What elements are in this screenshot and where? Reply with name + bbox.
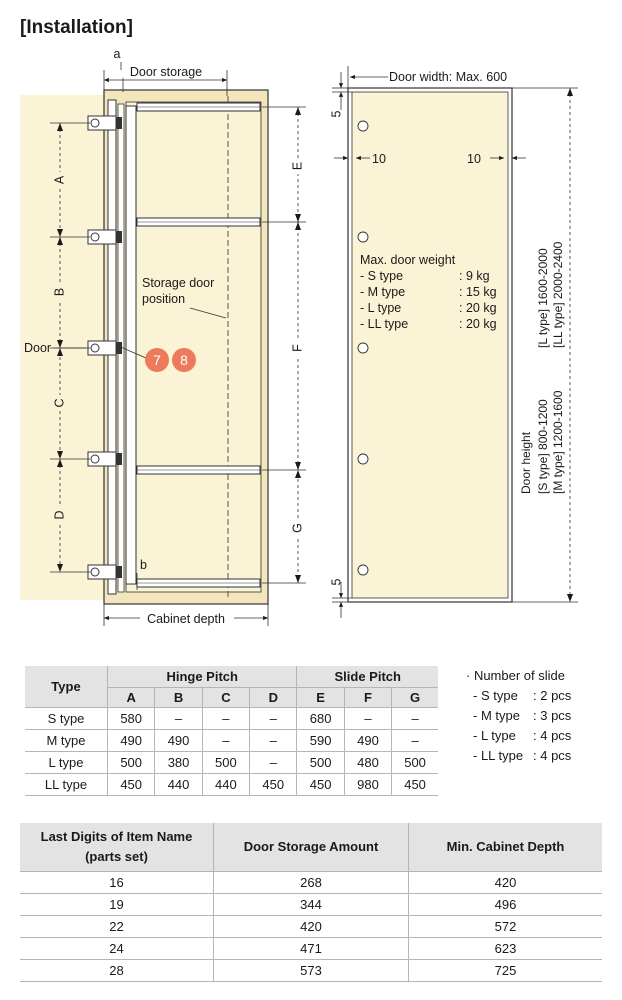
table-cell: – xyxy=(344,708,391,730)
table-cell: 440 xyxy=(155,774,202,796)
hinge-hole-1 xyxy=(358,121,368,131)
table-cell: – xyxy=(392,730,438,752)
col-d-header: D xyxy=(250,688,297,708)
item-digits-header xyxy=(20,823,214,872)
table-cell: – xyxy=(202,708,249,730)
weight-value-l: : 20 kg xyxy=(459,301,497,315)
table-row xyxy=(20,916,602,938)
table-cell: 500 xyxy=(297,752,344,774)
weight-value-ll: : 20 kg xyxy=(459,317,497,331)
cabinet-side-view xyxy=(20,47,306,626)
slide-note-item xyxy=(473,686,571,706)
slide-label-g: G xyxy=(290,523,305,533)
table-cell: 450 xyxy=(297,774,344,796)
col-c-header: C xyxy=(202,688,249,708)
weight-type-m: - M type xyxy=(360,285,406,299)
dim-5-bottom: 5 xyxy=(329,578,344,586)
weight-value-s: : 9 kg xyxy=(459,269,490,283)
door-front-panel xyxy=(352,92,508,598)
table-row xyxy=(20,872,602,894)
slide-upper xyxy=(137,218,260,226)
weight-type-l: - L type xyxy=(360,301,402,315)
table-cell: 450 xyxy=(392,774,438,796)
table-cell: 623 xyxy=(409,938,603,960)
slide-top xyxy=(137,103,260,111)
weight-title: Max. door weight xyxy=(360,253,456,267)
table-cell: 572 xyxy=(409,916,603,938)
table-cell: 344 xyxy=(214,894,409,916)
table-cell: 28 xyxy=(20,960,214,982)
door-front-view xyxy=(329,66,578,618)
table-row xyxy=(20,960,602,982)
dim-10-right: 10 xyxy=(467,152,481,166)
table-cell: 471 xyxy=(214,938,409,960)
slide-note-value: : 2 pcs xyxy=(533,688,572,703)
table-cell: 500 xyxy=(392,752,438,774)
pitch-label-b: B xyxy=(52,287,67,297)
height-lower-line3: [M type] 1200-1600 xyxy=(551,390,565,494)
pitch-label-a: A xyxy=(52,175,67,185)
height-lower-line2: [S type] 800-1200 xyxy=(536,399,550,494)
item-digits-header-line2: (parts set) xyxy=(85,849,148,864)
row-type: LL type xyxy=(25,774,108,796)
pitch-table xyxy=(25,666,438,796)
hinge-2 xyxy=(88,230,122,244)
table-cell: 450 xyxy=(108,774,155,796)
row-type: S type xyxy=(25,708,108,730)
hinge-hole-4 xyxy=(358,454,368,464)
table-cell: – xyxy=(392,708,438,730)
table-cell: – xyxy=(250,752,297,774)
section-title: [Installation] xyxy=(20,17,133,38)
table-row xyxy=(20,938,602,960)
table-cell: 680 xyxy=(297,708,344,730)
slide-note-item xyxy=(473,706,571,726)
pitch-label-d: D xyxy=(52,510,67,520)
hinge-pitch-header: Hinge Pitch xyxy=(108,666,297,688)
door-label: Door xyxy=(24,341,52,355)
height-upper-line2: [LL type] 2000-2400 xyxy=(551,241,565,348)
table-row xyxy=(25,730,438,752)
slide-mount-bar xyxy=(126,106,136,584)
slide-note-type: - S type xyxy=(473,688,518,703)
hinge-hole-5 xyxy=(358,565,368,575)
weight-value-m: : 15 kg xyxy=(459,285,497,299)
dim-5-top: 5 xyxy=(329,110,344,118)
col-a-header: A xyxy=(108,688,155,708)
table-cell: 22 xyxy=(20,916,214,938)
col-b-header: B xyxy=(155,688,202,708)
table-cell: 380 xyxy=(155,752,202,774)
table-cell: 440 xyxy=(202,774,249,796)
cabinet-depth-label: Cabinet depth xyxy=(147,612,225,626)
hinge-hole-2 xyxy=(358,232,368,242)
cabinet-depth-table xyxy=(20,823,602,982)
door-storage-label: Door storage xyxy=(129,65,203,79)
slide-note-value: : 4 pcs xyxy=(533,728,572,743)
col-g-header: G xyxy=(392,688,438,708)
storage-door-position-label-1: Storage door xyxy=(142,276,215,290)
table-cell: 19 xyxy=(20,894,214,916)
door-width-label: Door width: Max. 600 xyxy=(389,70,508,84)
min-cabinet-depth-header: Min. Cabinet Depth xyxy=(409,823,603,872)
slide-lower xyxy=(137,466,260,474)
slide-note-type: - LL type xyxy=(473,748,524,763)
table-cell: 24 xyxy=(20,938,214,960)
table-cell: 580 xyxy=(108,708,155,730)
hinge-4 xyxy=(88,452,122,466)
slide-count-notes xyxy=(466,666,571,766)
item-digits-header-line1: Last Digits of Item Name xyxy=(40,829,193,844)
table-cell: 490 xyxy=(155,730,202,752)
slide-notes-heading: · Number of slide xyxy=(466,668,565,683)
hinge-hole-3 xyxy=(358,343,368,353)
table-cell: 490 xyxy=(344,730,391,752)
table-cell: – xyxy=(250,708,297,730)
table-cell: 450 xyxy=(250,774,297,796)
table-cell: 490 xyxy=(108,730,155,752)
slide-note-value: : 3 pcs xyxy=(533,708,572,723)
table-row xyxy=(25,774,438,796)
hinge-5 xyxy=(88,565,122,579)
table-cell: 500 xyxy=(202,752,249,774)
slide-note-value: : 4 pcs xyxy=(533,748,572,763)
slide-note-item xyxy=(473,746,571,766)
door-storage-amount-header: Door Storage Amount xyxy=(214,823,409,872)
row-type: M type xyxy=(25,730,108,752)
dim-10-left: 10 xyxy=(372,152,386,166)
label-a: a xyxy=(113,47,121,61)
slide-label-f: F xyxy=(290,344,305,352)
slide-note-item xyxy=(473,726,571,746)
table-cell: 480 xyxy=(344,752,391,774)
slide-label-e: E xyxy=(290,161,305,171)
height-upper-line1: [L type] 1600-2000 xyxy=(536,248,550,348)
table-cell: 590 xyxy=(297,730,344,752)
pitch-label-c: C xyxy=(52,398,67,408)
col-f-header: F xyxy=(344,688,391,708)
type-header: Type xyxy=(25,666,108,708)
hinge-1 xyxy=(88,116,122,130)
table-cell: – xyxy=(250,730,297,752)
cabinet-interior xyxy=(126,102,261,592)
badge-7-label: 7 xyxy=(153,352,161,368)
table-cell: 268 xyxy=(214,872,409,894)
table-cell: 496 xyxy=(409,894,603,916)
row-type: L type xyxy=(25,752,108,774)
table-cell: 980 xyxy=(344,774,391,796)
table-cell: 420 xyxy=(409,872,603,894)
hinge-3 xyxy=(88,341,122,355)
table-row xyxy=(25,752,438,774)
table-row xyxy=(20,894,602,916)
slide-bottom xyxy=(137,579,260,587)
slide-pitch-header: Slide Pitch xyxy=(297,666,438,688)
table-row xyxy=(25,708,438,730)
slide-note-type: - M type xyxy=(473,708,520,723)
height-lower-line1: Door height xyxy=(519,431,533,494)
label-b: b xyxy=(140,558,147,572)
table-cell: – xyxy=(202,730,249,752)
weight-type-s: - S type xyxy=(360,269,404,283)
badge-8-label: 8 xyxy=(180,352,188,368)
table-cell: 16 xyxy=(20,872,214,894)
slide-note-type: - L type xyxy=(473,728,516,743)
table-cell: 500 xyxy=(108,752,155,774)
col-e-header: E xyxy=(297,688,344,708)
table-cell: – xyxy=(155,708,202,730)
weight-type-ll: - LL type xyxy=(360,317,409,331)
storage-door-position-label-2: position xyxy=(142,292,186,306)
table-cell: 420 xyxy=(214,916,409,938)
table-cell: 573 xyxy=(214,960,409,982)
table-cell: 725 xyxy=(409,960,603,982)
